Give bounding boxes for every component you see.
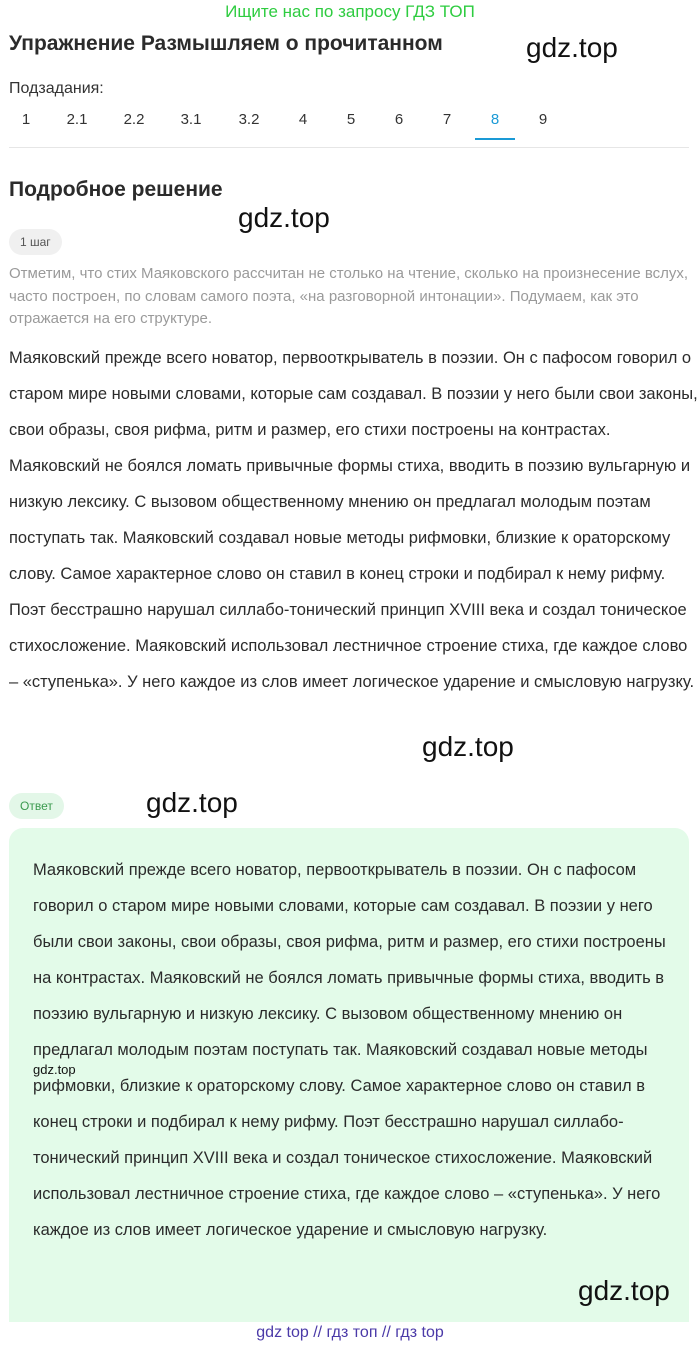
section-title: Подробное решение xyxy=(9,178,223,201)
page-title: Упражнение Размышляем о прочитанном xyxy=(9,32,443,55)
hint-text: Отметим, что стих Маяковского рассчитан не столько на чтение, сколько на произнесение вслух, часто построен, по словам самого поэта, «на разговорной интонации». Подумаем, как это отражается на его структуре. xyxy=(9,265,689,327)
watermark: gdz.top xyxy=(422,731,514,762)
subtask-tab-3-2[interactable]: 3.2 xyxy=(238,111,260,128)
promo-banner: Ищите нас по запросу ГДЗ ТОП xyxy=(225,2,475,21)
subtask-tab-5[interactable]: 5 xyxy=(346,111,356,128)
footer-links[interactable]: gdz top // гдз топ // гдз top xyxy=(256,1324,444,1341)
answer-badge: Ответ xyxy=(9,793,64,819)
watermark: gdz.top xyxy=(526,32,618,63)
subtask-tabs xyxy=(0,104,700,144)
subtask-tab-9[interactable]: 9 xyxy=(538,111,548,128)
subtask-tab-3-1[interactable]: 3.1 xyxy=(180,111,202,128)
divider xyxy=(9,147,689,148)
watermark: gdz.top xyxy=(238,202,330,233)
subtask-tab-4[interactable]: 4 xyxy=(298,111,308,128)
subtask-tab-1[interactable]: 1 xyxy=(21,111,31,128)
subtask-tab-6[interactable]: 6 xyxy=(394,111,404,128)
answer-text: Маяковский прежде всего новатор, первооткрыватель в поэзии. Он с пафосом говорил о старом мире новыми словами, которые сам создавал. В поэзии у него были свои законы, свои образы, своя рифма, ритм и размер, его стихи построены на контрастах. Маяковский не боялся ломать привычные формы стиха, вводить в поэзию вульгарную и низкую лексику. С вызовом общественному мнению он предлагал молодым поэтам поступать так. Маяковский создавал новые методы рифмовки, близкие к ораторскому слову. Самое характерное слово он ставил в конец строки и подбирал к нему рифму. Поэт бесстрашно нарушал силлабо-тонический принцип XVIII века и создал тоническое стихосложение. Маяковский использовал лестничное строение стиха, где каждое слово – «ступенька». У него каждое из слов имеет логическое ударение и смысловую нагрузку. xyxy=(33,861,666,1239)
subtask-tab-2-1[interactable]: 2.1 xyxy=(66,111,88,128)
subtasks-label: Подзадания: xyxy=(9,80,104,97)
subtask-tab-2-2[interactable]: 2.2 xyxy=(123,111,145,128)
watermark: gdz.top xyxy=(578,1275,670,1306)
solution-text: Маяковский прежде всего новатор, первооткрыватель в поэзии. Он с пафосом говорил о старом мире новыми словами, которые сам создавал. В поэзии у него были свои законы, свои образы, своя рифма, ритм и размер, его стихи построены на контрастах. Маяковский не боялся ломать привычные формы стиха, вводить в поэзию вульгарную и низкую лексику. С вызовом общественному мнению он предлагал молодым поэтам поступать так. Маяковский создавал новые методы рифмовки, близкие к ораторскому слову. Самое характерное слово он ставил в конец строки и подбирал к нему рифму. Поэт бесстрашно нарушал силлабо-тонический принцип XVIII века и создал тоническое стихосложение. Маяковский использовал лестничное строение стиха, где каждое слово – «ступенька». У него каждое из слов имеет логическое ударение и смысловую нагрузку. xyxy=(9,349,698,691)
watermark: gdz.top xyxy=(146,787,238,818)
subtask-tab-7[interactable]: 7 xyxy=(442,111,452,128)
step-badge: 1 шаг xyxy=(9,229,62,255)
subtask-tab-8[interactable]: 8 xyxy=(475,104,515,140)
watermark: gdz.top xyxy=(33,1062,76,1077)
